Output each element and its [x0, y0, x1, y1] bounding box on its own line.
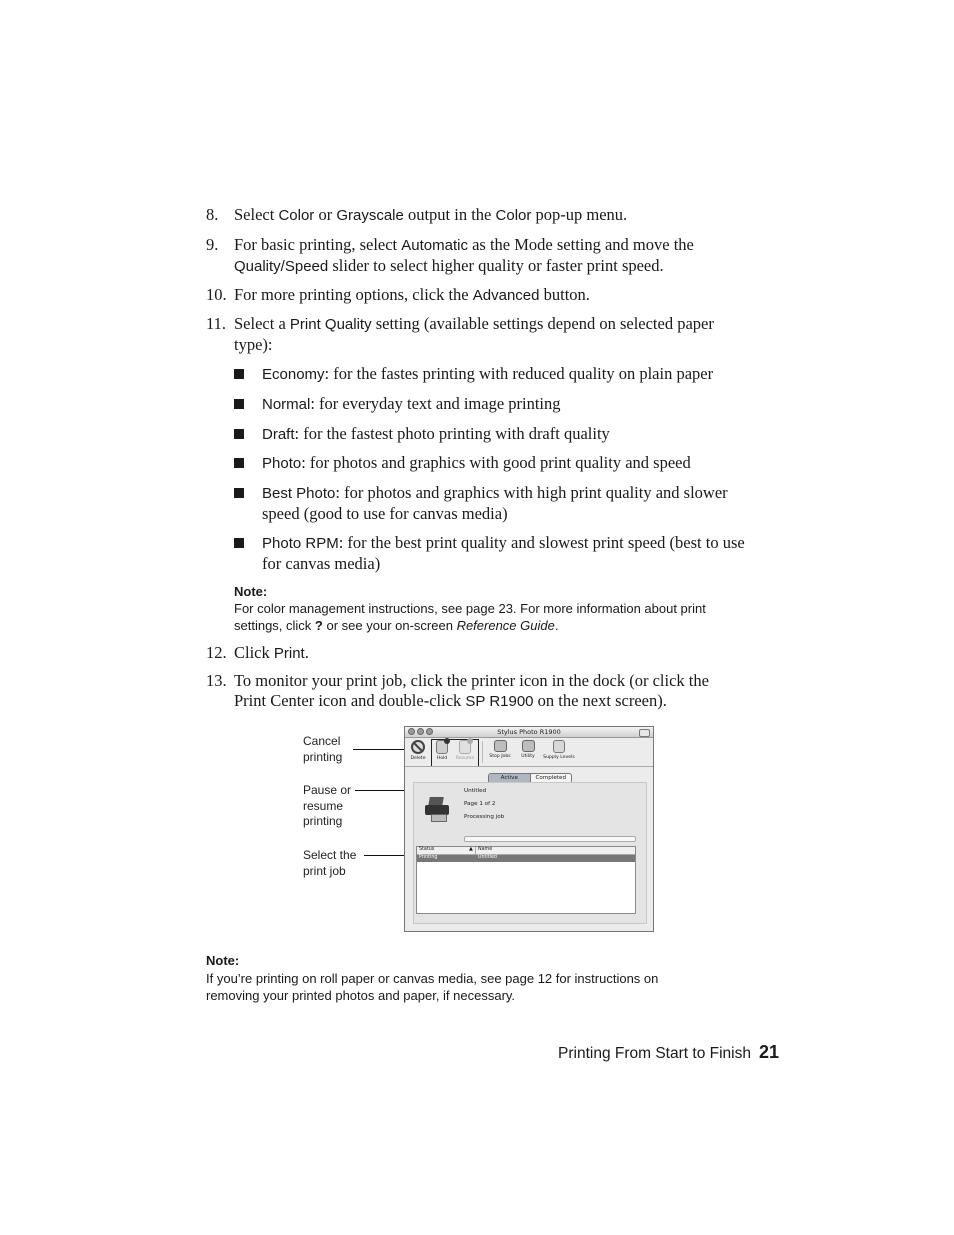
delete-button[interactable]: Delete — [407, 740, 429, 761]
page-footer — [558, 1042, 779, 1063]
supply-levels-button[interactable]: Supply Levels — [539, 740, 579, 760]
printer-stop-icon — [494, 740, 507, 752]
note-body-2: If you’re printing on roll paper or canvas media, see page 12 for instructions on removing your printed photos and paper, if necessary. — [206, 971, 659, 1003]
delete-icon — [411, 740, 425, 754]
column-status[interactable]: Status — [419, 847, 435, 852]
job-progress-bar — [464, 836, 636, 842]
tab-completed[interactable]: Completed — [535, 775, 566, 781]
job-page: Page 1 of 2 — [464, 801, 496, 807]
bullet-economy: Economy: for the fastes printing with reduced quality on plain paper — [234, 364, 754, 385]
bullet-photo: Photo: for photos and graphics with good print quality and speed — [234, 453, 754, 474]
stop-jobs-button[interactable]: Stop Jobs — [485, 740, 515, 759]
bullet-draft: Draft: for the fastest photo printing with draft quality — [234, 424, 754, 445]
utility-button[interactable]: Utility — [516, 740, 540, 759]
callout-pause: Pause or resume printing — [303, 783, 352, 828]
job-list[interactable] — [416, 846, 636, 914]
step-10: 10. For more printing options, click the Advanced button. — [206, 285, 590, 304]
title-bar — [405, 727, 653, 738]
print-queue-window — [404, 726, 654, 932]
step-11: 11. Select a Print Quality setting (available settings depend on selected paper type): — [206, 314, 714, 354]
table-row[interactable] — [417, 855, 635, 862]
resume-icon — [459, 740, 471, 754]
job-status: Processing job — [464, 814, 505, 820]
hold-icon — [436, 740, 448, 754]
resume-button[interactable]: Resume — [453, 740, 477, 761]
sort-arrow-icon: ▲ — [469, 846, 473, 852]
bullet-best-photo: Best Photo: for photos and graphics with high print quality and slower speed (good to use for canvas media) — [234, 483, 754, 524]
window-title: Stylus Photo R1900 — [497, 728, 561, 736]
footer-title: Printing From Start to Finish — [558, 1045, 751, 1062]
ink-levels-icon — [553, 740, 565, 753]
note-body: For color management instructions, see page 23. For more information about print settings, click ? or see your on-screen Reference Guide. — [234, 601, 706, 633]
row-name: Untitled — [478, 855, 497, 860]
hold-button[interactable]: Hold — [432, 740, 452, 761]
note-heading: Note: — [234, 584, 268, 599]
printer-icon — [425, 797, 451, 821]
tab-active[interactable]: Active — [489, 774, 531, 783]
step-9: 9. For basic printing, select Automatic as the Mode setting and move the Quality/Speed slider to select higher quality or faster print speed. — [206, 235, 694, 275]
note-heading-2: Note: — [206, 953, 240, 968]
job-name: Untitled — [464, 788, 487, 794]
step-8: 8. Select Color or Grayscale output in the Color pop-up menu. — [206, 205, 628, 224]
callout-cancel: Cancel printing — [303, 734, 343, 764]
callout-select: Select the print job — [303, 848, 357, 878]
job-list-header — [417, 847, 635, 855]
row-status: Printing — [419, 855, 438, 860]
column-name[interactable]: Name — [478, 847, 493, 852]
toolbar-toggle-icon[interactable] — [639, 729, 650, 737]
leader-cancel — [353, 749, 410, 750]
step-12: 12. Click Print. — [206, 643, 309, 662]
bullet-photo-rpm: Photo RPM: for the best print quality and slowest print speed (best to use for canvas media) — [234, 533, 754, 574]
bullet-normal: Normal: for everyday text and image printing — [234, 394, 754, 415]
page-number: 21 — [758, 1042, 779, 1062]
utility-icon — [522, 740, 535, 752]
step-13: 13. To monitor your print job, click the printer icon in the dock (or click the Print Center icon and double-click SP R1900 on the next screen). — [206, 671, 709, 710]
